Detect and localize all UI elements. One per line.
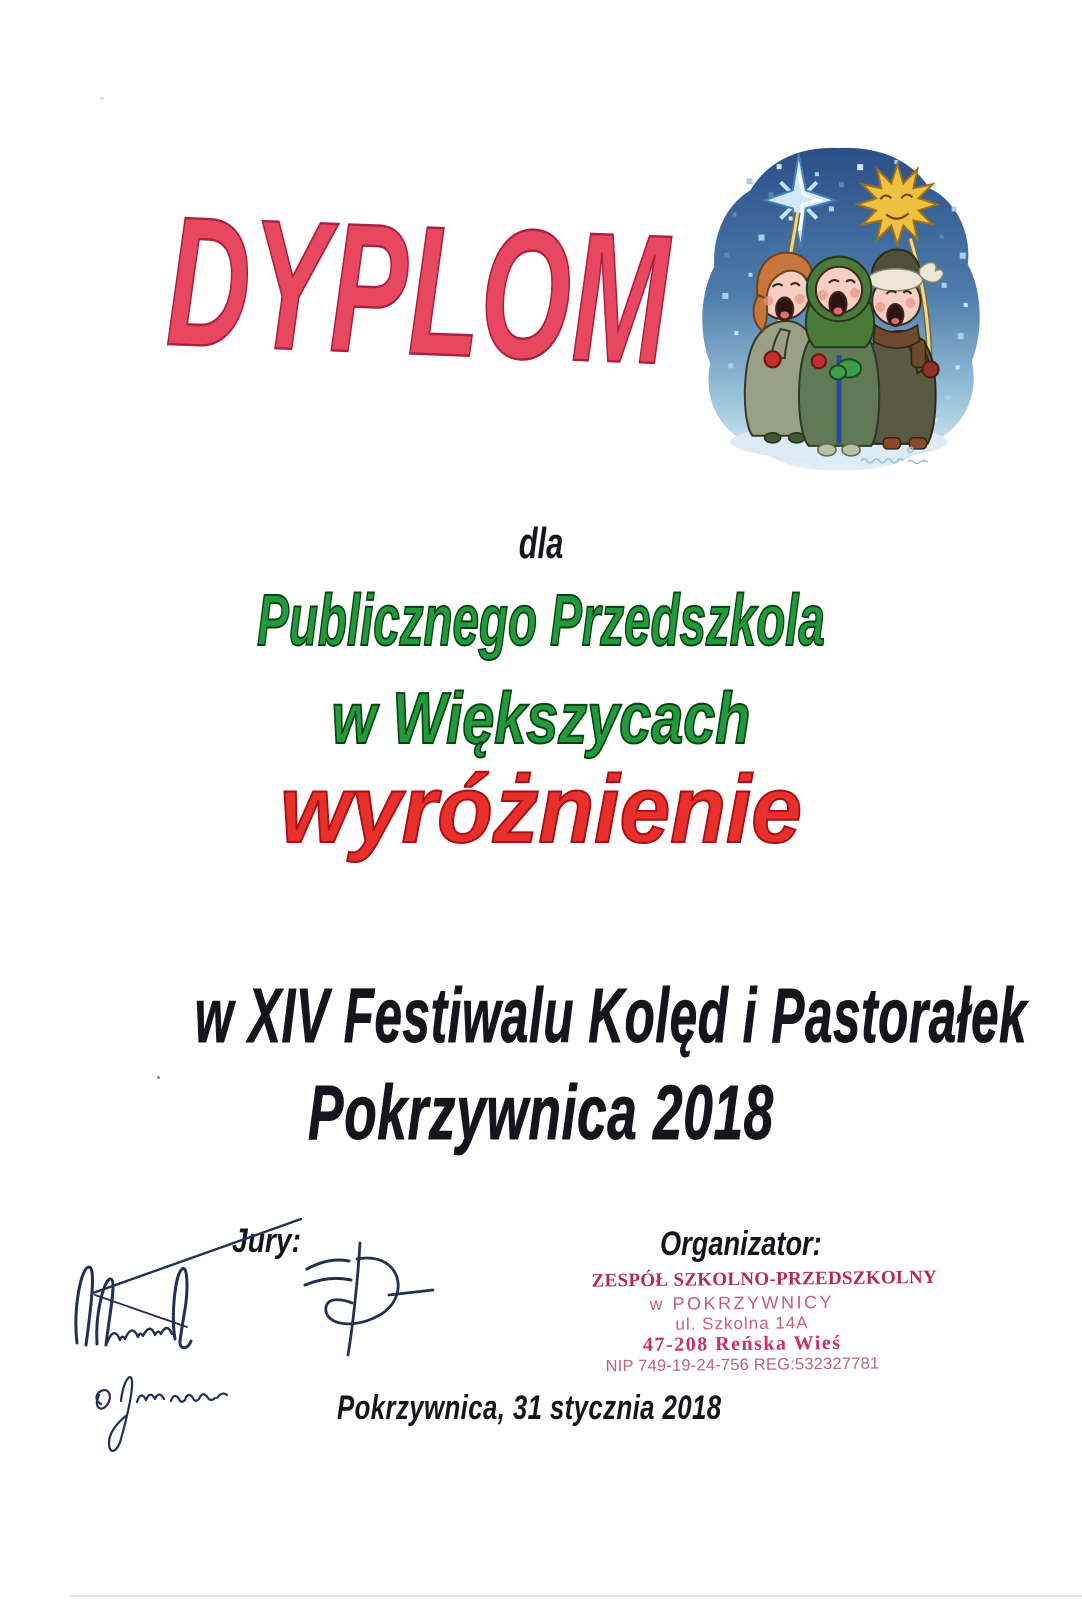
date-line: Pokrzywnica, 31 stycznia 2018 [337,1389,722,1427]
scan-speck [100,97,104,100]
organizer-label: Organizator: [660,1225,822,1263]
recipient-name-line2: w Większycach [331,679,751,759]
jury-label: Jury: [232,1222,302,1260]
event-name-line1: w XIV Festiwalu Kolęd i Pastorałek [194,973,1028,1059]
recipient-name-line1: Publicznego Przedszkola [257,581,825,661]
award-text: wyróżnienie [280,756,802,863]
organizer-stamp [591,1266,938,1376]
stamp-line-street: ul. Szkolna 14A [675,1313,809,1334]
dedication-text: dla [518,519,564,568]
caroler-middle [799,257,879,456]
stamp-line-nip-reg: NIP 749-19-24-756 REG:532327781 [605,1354,880,1376]
stamp-line-town: w POKRZYWNICY [649,1292,835,1314]
event-name-line2: Pokrzywnica 2018 [308,1070,774,1156]
stamp-line-postal: 47-208 Reńska Wieś [642,1331,842,1357]
scan-artifact-line [70,1595,1082,1597]
scan-speck [157,1076,160,1079]
carolers-illustration [686,142,992,474]
jury-signature-left [76,1219,301,1348]
diploma-title: DYPLOM [165,177,672,403]
stamp-line-institution: ZESPÓŁ SZKOLNO-PRZEDSZKOLNY [591,1266,938,1292]
jury-signature-bottom [97,1377,228,1451]
jury-signature-right [305,1243,433,1355]
